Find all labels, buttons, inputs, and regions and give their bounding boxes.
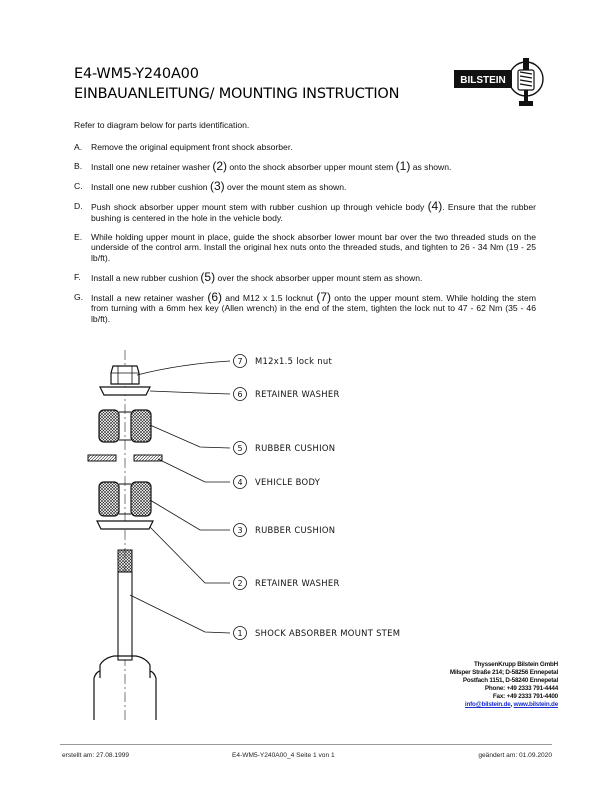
company-name: ThyssenKrupp Bilstein GmbH [473,661,558,668]
step-letter: F. [74,271,81,282]
callout-number: 2 [237,579,243,588]
step-letter: G. [74,291,84,302]
step-item [74,198,536,223]
callout-label: M12x1.5 lock nut [255,356,333,366]
step-text: While holding upper mount in place, guide the shock absorber lower mount bar over the two threaded studs on the underside of the control arm. Install the original hex nuts onto the threaded studs, and tighten to 26 - 34 Nm (19 - 25 lb/ft). [91,231,536,263]
logo-text: BILSTEIN [460,75,506,86]
retainer-washer-lower [97,521,153,529]
website-link[interactable]: www.bilstein.de [513,701,558,708]
step-item [74,142,536,153]
callout-number: 7 [237,357,243,366]
step-text: Install one new rubber cushion [91,181,210,192]
footer-changed: geändert am: 01.09.2020 [478,752,552,759]
callout-number: 4 [237,478,243,487]
step-letter: B. [74,160,83,171]
step-item [74,158,536,173]
step-letter: A. [74,142,83,152]
step-text: over the shock absorber upper mount stem as shown. [215,272,423,283]
step-item [74,269,536,284]
lock-nut [111,366,139,384]
step-text: Install a new retainer washer [91,292,208,303]
step-text: Install one new retainer washer [91,161,213,172]
step-item [74,289,537,325]
callout-label: SHOCK ABSORBER MOUNT STEM [255,628,401,638]
step-text: onto the shock absorber upper mount stem [227,161,396,172]
company-fax: Fax: +49 2333 791-4400 [492,693,558,700]
part-number: (6) [207,289,222,304]
step-text: Remove the original equipment front shock absorber. [91,142,293,152]
company-links [450,701,558,709]
document-code: E4-WM5-Y240A00 [74,66,199,82]
step-item [74,232,536,264]
callout-label: RUBBER CUSHION [255,525,336,535]
part-number: (7) [316,289,331,304]
callout-label: RUBBER CUSHION [255,443,336,453]
footer-created: erstellt am: 27.08.1999 [62,752,130,759]
company-street: Milsper Straße 214; D-58256 Ennepetal [449,669,558,676]
step-item [74,178,536,193]
step-text: and M12 x 1.5 locknut [222,292,317,303]
intro-text: Refer to diagram below for parts identification. [74,120,250,130]
part-number: (3) [209,178,225,193]
company-postbox: Postfach 1151, D-58240 Ennepetal [462,677,558,684]
footer-document: E4-WM5-Y240A00_4 Seite 1 von 1 [232,752,335,759]
callout-number: 6 [237,390,243,399]
callout-number: 3 [237,526,243,535]
step-text: . Ensure that the rubber bushing is centered in the hole in the vehicle body. [91,201,536,223]
callout-label: RETAINER WASHER [255,578,340,588]
part-number: (1) [395,158,411,173]
document-title: EINBAUANLEITUNG/ MOUNTING INSTRUCTION [74,86,400,102]
part-number: (4) [427,198,443,213]
step-text: Install a new rubber cushion [91,272,201,283]
step-text: over the mount stem as shown. [224,181,347,192]
part-number: (2) [212,158,228,173]
callout-number: 1 [237,629,243,638]
email-link[interactable]: info@bilstein.de [464,701,511,708]
footer-divider [60,744,552,745]
step-text: onto the upper mount stem. While holding the stem from turning with a 6mm hex key (Allen wrench) in the end of the stem, tighten the lock nut to 47 - 62 Nm (35 - 46 lb/ft). [91,292,537,324]
step-letter: C. [74,180,83,191]
link-separator: , [510,701,514,708]
step-text: as shown. [410,161,452,172]
step-letter: D. [74,200,83,211]
company-address [450,661,558,709]
retainer-washer-upper [100,387,150,395]
callout-label: RETAINER WASHER [255,389,340,399]
part-number: (5) [200,269,216,284]
step-text: Push shock absorber upper mount stem with rubber cushion up through vehicle body [91,201,428,212]
callouts [234,355,401,640]
callout-label: VEHICLE BODY [255,477,321,487]
callout-number: 5 [237,444,243,453]
company-phone: Phone: +49 2333 791-4444 [484,685,558,692]
instruction-steps [74,142,536,333]
bilstein-logo [452,54,544,110]
step-letter: E. [74,231,83,242]
